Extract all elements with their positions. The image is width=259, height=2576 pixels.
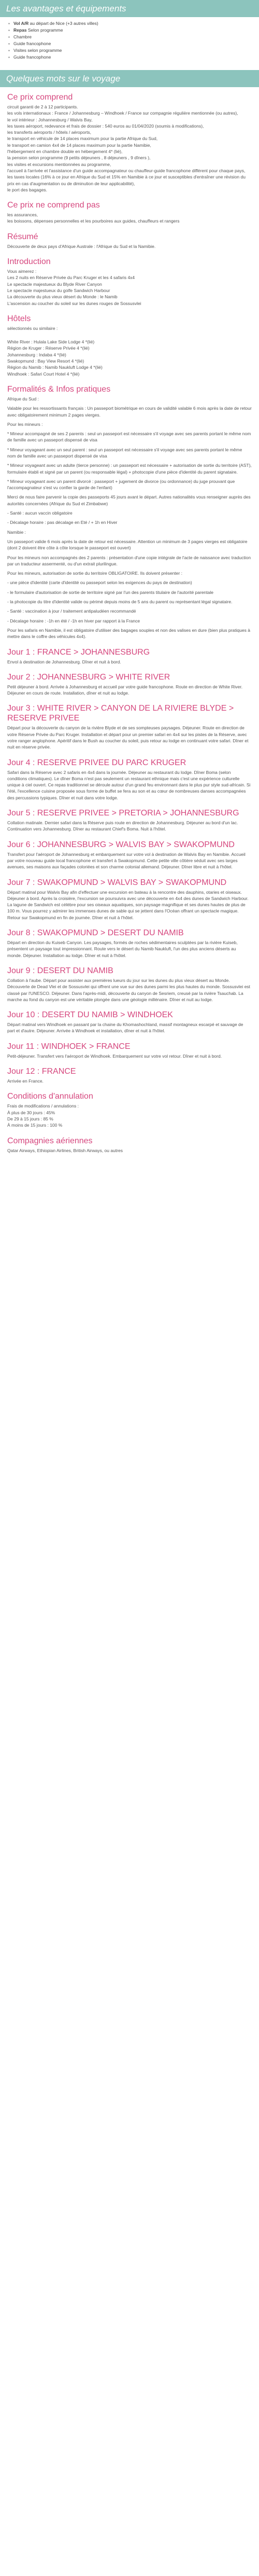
text-line: le transport en camion 4x4 de 14 places maximum pour la partie Namibie,	[7, 142, 151, 148]
text-line: les assurances,	[7, 212, 38, 218]
paragraph: Pour les safaris en Namibie, il est obligatoire d'utiliser des bagages souples et non des valises en dure (bien plus pratiques à mettre dans le coffre des véhicules 4x4).	[7, 627, 250, 640]
text-line: les boissons, dépenses personnelles et les pourboires aux guides, chauffeurs et rangers	[7, 218, 180, 224]
hotels-heading: Hôtels	[7, 314, 31, 323]
paragraph: - Décalage horaire : pas décalage en Eté / + 1h en Hiver	[7, 520, 118, 525]
day-heading: Jour 3 : WHITE RIVER > CANYON DE LA RIVIERE BLYDE > RESERVE PRIVEE	[7, 704, 234, 723]
text-line: Le spectacle majestueux du golfe Sandwich Harbour	[7, 287, 110, 293]
text-line: les taxes locales (16% à ce jour en Afrique du Sud et 15% en Namibie à ce jour et susceptibles d'entraîner une révision du prix en cas d'augmentation ou de diminution de leur applicabilité),	[7, 174, 246, 186]
day-heading: Jour 2 : JOHANNESBURG > WHITE RIVER	[7, 672, 170, 682]
paragraph: - Santé : aucun vaccin obligatoire	[7, 510, 73, 516]
price-excludes-heading: Ce prix ne comprend pas	[7, 201, 100, 210]
day-heading: Jour 12 : FRANCE	[7, 1067, 76, 1076]
text-line: À moins de 15 jours : 100 %	[7, 1123, 63, 1128]
day-heading: Jour 7 : SWAKOPMUND > WALVIS BAY > SWAKOPMUND	[7, 878, 227, 887]
trip-details	[0, 87, 259, 1154]
paragraph: Merci de nous faire parvenir la copie des passeports 45 jours avant le départ. Autres nationalités vous renseigner auprès des autorités concernées (Afrique du Sud et Zimbabwe)	[7, 494, 251, 506]
price-includes-heading: Ce prix comprend	[7, 93, 73, 102]
airlines-heading: Compagnies aériennes	[7, 1136, 93, 1145]
paragraph: - la photocopie du titre d'identité valide ou périmé depuis moins de 5 ans du parent ou représentant légal signataire.	[7, 599, 233, 605]
paragraph: - le formulaire d'autorisation de sortie de territoire signé par l'un des parents titulaire de l'autorité parentale	[7, 589, 213, 595]
text-line: La découverte du plus vieux désert du Monde : le Namib	[7, 294, 118, 300]
day-text: Petit déjeuner à bord. Arrivée à Johannesburg et accueil par votre guide francophone. Route en direction de White River. Déjeuner en cours de route. Installation, dîner et nuit au lodge.	[7, 684, 243, 696]
summary-heading: Résumé	[7, 232, 38, 241]
day-heading: Jour 9 : DESERT DU NAMIB	[7, 966, 113, 975]
airlines-text: Qatar Airways, Ethiopian Airlines, British Airways, ou autres	[7, 1147, 123, 1153]
day-text: Départ matinal vers Windhoek en passant par la chaine du Khomashochland, massif montagneux escarpé et sauvage de part et d'autre. Déjeuner. Arrivée à Windhoek et installation, dîner et nuit à l'hôtel.	[7, 1022, 243, 1034]
intro-list	[7, 268, 252, 307]
text-line: circuit garanti de 2 à 12 participants.	[7, 104, 78, 109]
day-heading: Jour 5 : RESERVE PRIVEE > PRETORIA > JOHANNESBURG	[7, 809, 239, 818]
paragraph: Namibie :	[7, 529, 26, 535]
day-text: Départ pour la découverte du canyon de la rivière Blyde et de ses sompteuses paysages. Déjeuner. Route en direction de votre Réserve Privée du Parc Kruger. Installation et départ pour un premier safari en 4x4 sur les pistes de la Réserve, avec votre ranger anglophone. Apéritif dans le Bush au coucher du soleil, puis retour au lodge en continuant votre safari. Dîner et nuit en réserve privée.	[7, 725, 249, 750]
text-line: Région de Kruger : Réserve Privée 4 *(lié)	[7, 345, 90, 351]
text-line: les visites et excursions mentionnées au programme,	[7, 161, 111, 167]
text-line: De 29 à 15 jours : 85 %	[7, 1116, 53, 1121]
formalities-text	[7, 396, 252, 640]
day-text: Départ matinal pour Walvis Bay afin d'effectuer une excursion en bateau à la rencontre des dauphins, otaries et oiseaux. Déjeuner à bord. Après la croisière, l'excursion se poursuivra avec une découverte en 4x4 des dunes de Sandwich Harbour. La lagune de Sandwich est célèbre pour ses oiseaux aquatiques, son paysage magnifique et ses dunes hautes de plus de 100 m. Vous pourrez y admirer les immenses dunes de sable qui se jettent dans l'Océan offrant un spectacle magique. Retour sur Swakopmund en fin de journée. Dîner et nuit à l'hôtel.	[7, 889, 249, 920]
day-text: Départ en direction du Kuiseb Canyon. Les paysages, formés de roches sédimentaires sculptées par la rivière Kuiseb, présentent un paysage tout impressionnant. Route vers le désert du Namib Naukluft, l'un des plus anciens déserts au monde. Déjeuner. Installation au lodge. Dîner et nuit à l'hôtel.	[7, 940, 238, 958]
paragraph: * Mineur voyageant avec un parent divorcé : passeport + jugement de divorce (ou ordonnance) du juge prouvant que l'accompagnateur s'est vu confier la garde de l'enfant)	[7, 478, 235, 491]
day-text: Safari dans la Réserve avec 2 safaris en 4x4 dans la journée. Déjeuner au restaurant du lodge. Dîner Boma (selon conditions climatiques). Le dîner Boma n'est pas seulement un restaurant ethnique mais c'est une expérience culturelle unique à ciel ouvert. Ce repas traditionnel se déroule autour d'un grand feu environnant dans le plus pur style sud-africain. Si l'été, l'excellence cuisine proposée sous forme de buffet se fera au son et au cœur de nombreuses danses accompagnées des percussions typiques. Dîner et nuit dans votre lodge.	[7, 769, 251, 800]
paragraph: - une pièce d'identité (carte d'identité ou passeport selon les exigences du pays de destination)	[7, 580, 192, 586]
paragraph: Afrique du Sud :	[7, 396, 39, 401]
text-line: White River : Hulala Lake Side Lodge 4 *(lié)	[7, 339, 95, 345]
advantage-item: ▪ Guide francophone	[13, 54, 253, 61]
text-line: Johannesburg : Indaba 4 *(lié)	[7, 352, 66, 357]
text-line: Frais de modifications / annulations :	[7, 1103, 79, 1109]
itinerary	[7, 647, 252, 1085]
text-line: Vous aimerez :	[7, 269, 37, 274]
text-line: Région du Namib : Namib Naukluft Lodge 4 *(lié)	[7, 365, 103, 370]
cancellation-list	[7, 1103, 252, 1128]
day-heading: Jour 10 : DESERT DU NAMIB > WINDHOEK	[7, 1010, 173, 1020]
text-line: la pension selon programme (9 petits déjeuners , 8 déjeuners , 9 dîners ),	[7, 155, 151, 161]
text-line: les vols internationaux : France / Johannesburg – Windhoek / France sur compagnie régulière mentionnée (ou autres),	[7, 110, 238, 116]
text-line: les taxes aéroport, redevance et frais de dossier : 540 euros au 01/04/2020 (soumis à modifications),	[7, 123, 204, 129]
advantage-item: ▪ Repas Selon programme	[13, 27, 253, 34]
text-line: l'hébergement en chambre double en hébergement 4* (lié),	[7, 149, 123, 155]
text-line: le port des bagages.	[7, 187, 48, 192]
paragraph: - Santé : vaccination à jour / traitement antipaludéen recommandé	[7, 608, 136, 614]
day-text: Arrivée en France.	[7, 1078, 44, 1084]
text-line: les transferts aéroports / hôtels / aéroports,	[7, 130, 92, 135]
hotels-intro: sélectionnés ou similaire :	[7, 325, 58, 331]
paragraph: * Mineur voyageant avec un seul parent : seul un passeport est nécessaire s'il voyage avec ses parents portant le même nom de famille avec un passeport dispensé de visa	[7, 447, 242, 459]
advantage-item: ▪ Visites selon programme	[13, 47, 253, 54]
cancellation-heading: Conditions d'annulation	[7, 1092, 93, 1101]
day-text: Collation matinale. Dernier safari dans la Réserve puis route en direction de Johannesburg. Déjeuner au bord d'un lac. Continuation vers Johannesburg. Dîner au restaurant Chief's Boma. Nuit à l'hôtel.	[7, 820, 238, 832]
paragraph: - Décalage horaire : -1h en été / -1h en hiver par rapport à la France	[7, 618, 140, 624]
paragraph: Un passeport valide 6 mois après la date de retour est nécessaire. Attention un minimum de 3 pages vierges est obligatoire (dont 2 doivent être côte à côte lorsque le passeport est ouvert)	[7, 538, 248, 551]
paragraph: * Mineur voyageant avec un adulte (tierce personne) : un passeport est nécessaire + autorisation de sortie du territoire (AST), formulaire établi et signé par un parent (ou responsable légal) + photocopie d'une pièce d'identité du parent signataire.	[7, 463, 252, 475]
day-text: Transfert pour l'aéroport de Johannesburg et embarquement sur votre vol à destination de Walvis Bay en Namibie. Accueil par votre nouveau guide local francophone et transfert à Swakopmund. Cette petite ville côtière séduit avec ses larges avenues, ses maisons aux façades coloriées et son charme colonial allemand. Déjeuner. Dîner libre et nuit à l'hôtel.	[7, 851, 246, 870]
text-line: le transport en véhicule de 14 places maximum pour la partie Afrique du Sud,	[7, 136, 158, 142]
text-line: Swakopmund : Bay View Resort 4 *(lié)	[7, 358, 84, 364]
details-banner: Quelques mots sur le voyage	[0, 70, 259, 87]
day-heading: Jour 6 : JOHANNESBURG > WALVIS BAY > SWAKOPMUND	[7, 840, 235, 849]
paragraph: Pour les mineurs non accompagnés des 2 parents : présentation d'une copie intégrale de l'acte de naissance avec traduction par un traducteur assermenté, ou d'un extrait plurilingue.	[7, 555, 251, 566]
advantages-list	[0, 17, 259, 64]
hotels-list	[7, 339, 252, 377]
text-line: l'accueil à l'arrivée et l'assistance d'un guide accompagnateur ou chauffeur-guide francophone différent pour chaque pays,	[7, 168, 246, 173]
day-text: Petit-déjeuner. Transfert vers l'aéroport de Windhoek. Embarquement sur votre vol retour. Dîner et nuit à bord.	[7, 1053, 222, 1059]
day-heading: Jour 8 : SWAKOPMUND > DESERT DU NAMIB	[7, 929, 184, 938]
paragraph: Valable pour les ressortissants français : Un passeport biométrique en cours de validité valable 6 mois après la date de retour avec obligatoirement minimum 2 pages vierges.	[7, 406, 252, 418]
day-heading: Jour 11 : WINDHOEK > FRANCE	[7, 1042, 131, 1051]
day-heading: Jour 4 : RESERVE PRIVEE DU PARC KRUGER	[7, 758, 186, 767]
intro-heading: Introduction	[7, 257, 51, 267]
price-excludes-list	[7, 212, 252, 225]
price-includes-list	[7, 104, 252, 193]
paragraph: Pour les mineurs, autorisation de sortie du territoire OBLIGATOIRE. Ils doivent présenter :	[7, 571, 182, 576]
day-text: Envol à destination de Johannesburg. Dîner et nuit à bord.	[7, 659, 121, 664]
summary-text: Découverte de deux pays d'Afrique Australe : l'Afrique du Sud et la Namibie.	[7, 243, 156, 249]
advantage-item: ▪ Guide francophone	[13, 40, 253, 47]
text-line: Windhoek : Safari Court Hotel 4 *(lié)	[7, 371, 80, 377]
text-line: L'ascension au coucher du soleil sur les dunes rouges de Sossusvlei	[7, 300, 141, 306]
text-line: le vol intérieur : Johannesburg / Walvis Bay,	[7, 117, 93, 122]
text-line: Le spectacle majestueux du Blyde River Canyon	[7, 281, 102, 287]
advantages-banner: Les avantages et équipements	[0, 0, 259, 17]
text-line: Les 2 nuits en Réserve Privée du Parc Kruger et les 4 safaris 4x4	[7, 275, 135, 281]
advantage-item: ▪ Vol A/R au départ de Nice (+3 autres villes)	[13, 20, 253, 27]
paragraph: Pour les mineurs :	[7, 421, 43, 427]
day-text: Collation à l'aube. Départ pour assister aux premières lueurs du jour sur les dunes du plus vieux désert au Monde. Découverte de Dead Vlei et de Sossusvlei qui offrent une vue sur des dunes parmi les plus hautes du monde. Sossusvlei est classé par l'UNESCO. Déjeuner. Dans l'après-midi, découverte du canyon de Sesriem, creusé par la rivière Tsauchab. La marche au fond du canyon est une véritable plongée dans une géologie millénaire. Dîner et nuit au lodge.	[7, 977, 251, 1002]
day-heading: Jour 1 : FRANCE > JOHANNESBURG	[7, 647, 150, 657]
paragraph: * Mineur accompagné de ses 2 parents : seul un passeport est nécessaire s'il voyage avec ses parents portant le même nom de famille avec un passeport dispensé de visa	[7, 431, 251, 443]
text-line: À plus de 30 jours : 45%	[7, 1110, 55, 1115]
advantage-item: ▪ Chambre	[13, 34, 253, 40]
formalities-heading: Formalités & Infos pratiques	[7, 384, 111, 394]
